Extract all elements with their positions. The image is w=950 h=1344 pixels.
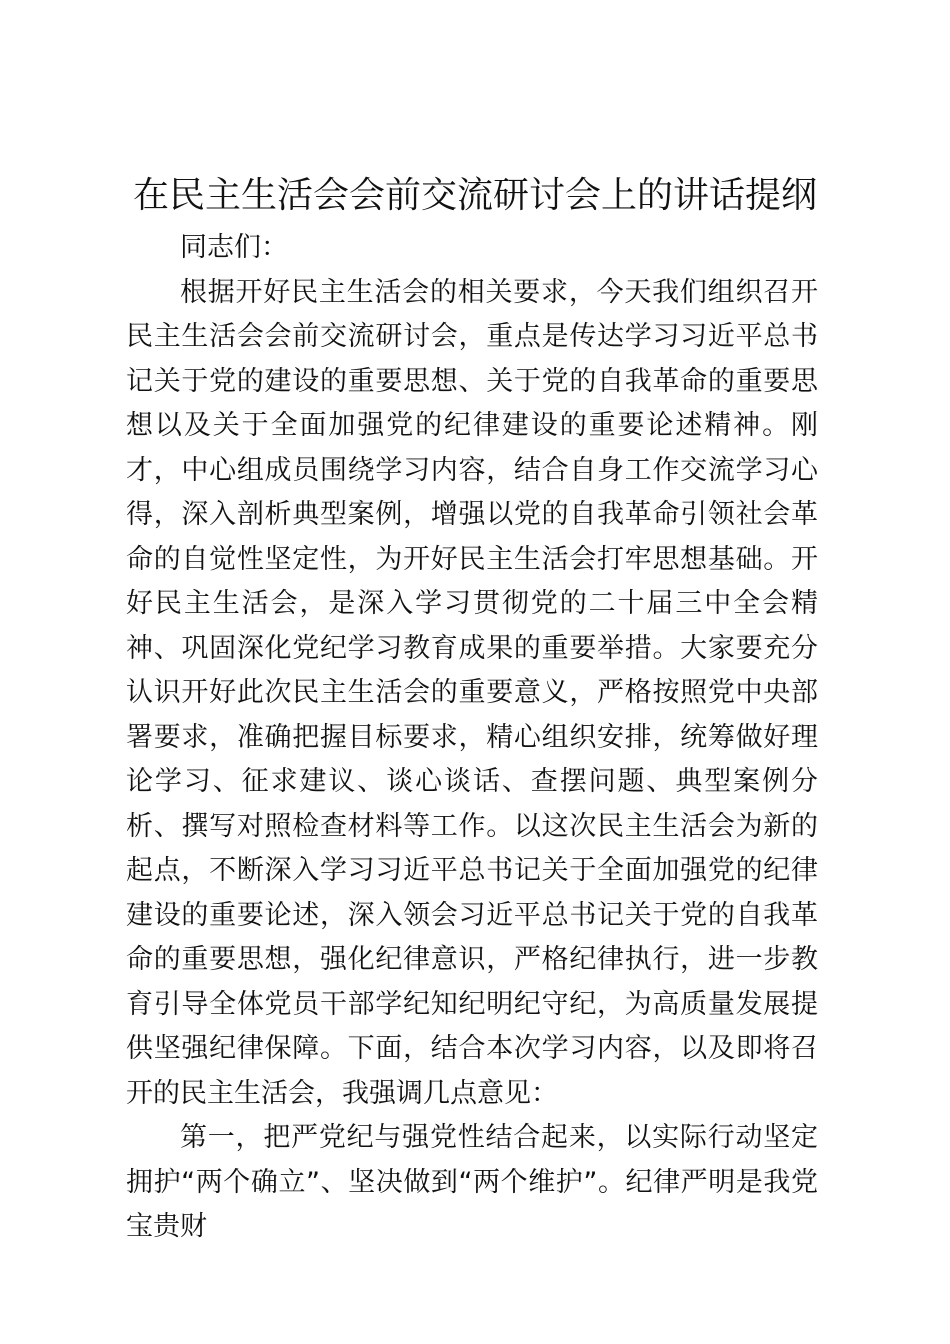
- paragraph-point-one: 第一，把严党纪与强党性结合起来，以实际行动坚定拥护“两个确立”、坚决做到“两个维护”。纪律严明是我党宝贵财: [126, 1122, 818, 1242]
- document-body: [126, 226, 818, 1250]
- document-title: 在民主生活会会前交流研讨会上的讲话提纲: [132, 175, 817, 216]
- paragraph-introduction: 根据开好民主生活会的相关要求，今天我们组织召开民主生活会会前交流研讨会，重点是传达学习习近平总书记关于党的建设的重要思想、关于党的自我革命的重要思想以及关于全面加强党的纪律建设的重要论述精神。刚才，中心组成员围绕学习内容，结合自身工作交流学习心得，深入剖析典型案例，增强以党的自我革命引领社会革命的自觉性坚定性，为开好民主生活会打牢思想基础。开好民主生活会，是深入学习贯彻党的二十届三中全会精神、巩固深化党纪学习教育成果的重要举措。大家要充分认识开好此次民主生活会的重要意义，严格按照党中央部署要求，准确把握目标要求，精心组织安排，统筹做好理论学习、征求建议、谈心谈话、查摆问题、典型案例分析、撰写对照检查材料等工作。以这次民主生活会为新的起点，不断深入学习习近平总书记关于全面加强党的纪律建设的重要论述，深入领会习近平总书记关于党的自我革命的重要思想，强化纪律意识，严格纪律执行，进一步教育引导全体党员干部学纪知纪明纪守纪，为高质量发展提供坚强纪律保障。下面，结合本次学习内容，以及即将召开的民主生活会，我强调几点意见：: [126, 276, 818, 1109]
- paragraph-salutation: 同志们：: [180, 232, 288, 263]
